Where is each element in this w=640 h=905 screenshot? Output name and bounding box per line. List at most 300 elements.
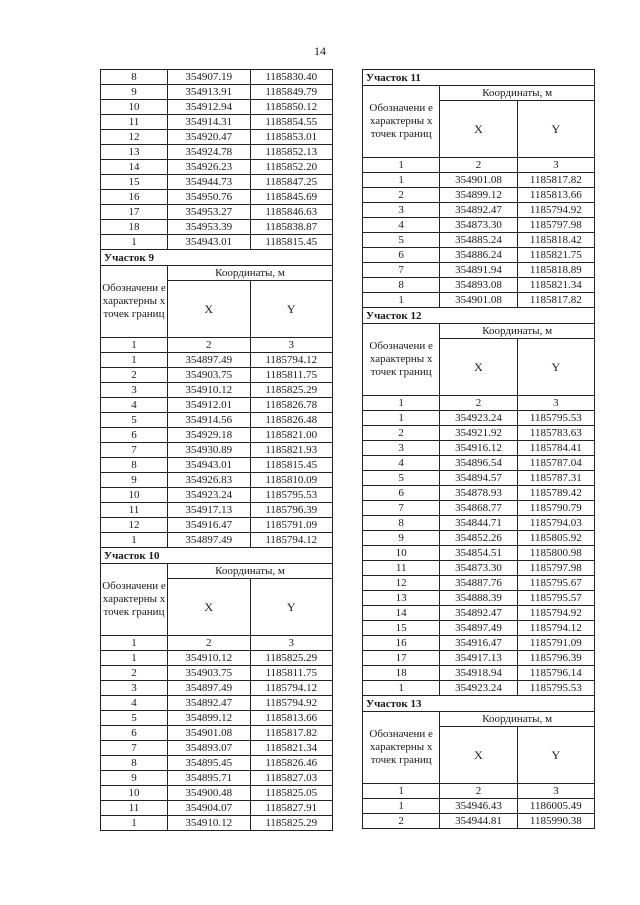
- column-number: 1: [101, 636, 168, 651]
- table-row: [101, 398, 333, 413]
- table-row: [101, 756, 333, 771]
- coord-y: 1185825.29: [250, 816, 333, 831]
- coord-y: 1185827.03: [250, 771, 333, 786]
- y-header: Y: [250, 579, 333, 636]
- table-row: [363, 591, 595, 606]
- table-row: [101, 145, 333, 160]
- points-header: Обозначени е характерны х точек границ: [363, 86, 440, 158]
- point-number: 1: [101, 816, 168, 831]
- table-row: [101, 368, 333, 383]
- column-number: 2: [440, 784, 517, 799]
- coord-y: 1185791.09: [250, 518, 333, 533]
- table-row: [101, 70, 333, 85]
- coord-x: 354910.12: [168, 383, 251, 398]
- point-number: 1: [101, 235, 168, 250]
- coord-y: 1185794.12: [517, 621, 594, 636]
- point-number: 14: [101, 160, 168, 175]
- point-number: 13: [363, 591, 440, 606]
- point-number: 8: [101, 458, 168, 473]
- coord-x: 354912.01: [168, 398, 251, 413]
- table-row: [101, 458, 333, 473]
- coord-y: 1185815.45: [250, 458, 333, 473]
- table-row: [101, 801, 333, 816]
- x-header: X: [168, 281, 251, 338]
- table-row: [363, 546, 595, 561]
- point-number: 9: [363, 531, 440, 546]
- coord-y: 1185796.39: [517, 651, 594, 666]
- coord-x: 354900.48: [168, 786, 251, 801]
- points-header: Обозначени е характерны х точек границ: [363, 324, 440, 396]
- section-title: Участок 12: [363, 308, 595, 324]
- coord-x: 354893.08: [440, 278, 517, 293]
- coord-x: 354910.12: [168, 651, 251, 666]
- column-number: 1: [101, 338, 168, 353]
- points-header: Обозначени е характерны х точек границ: [101, 266, 168, 338]
- coord-x: 354903.75: [168, 368, 251, 383]
- section-title: Участок 10: [101, 548, 333, 564]
- section-title: Участок 9: [101, 250, 333, 266]
- point-number: 8: [363, 278, 440, 293]
- coord-x: 354893.07: [168, 741, 251, 756]
- coordinates-header: Координаты, м: [168, 564, 333, 579]
- coord-x: 354926.23: [168, 160, 251, 175]
- table-row: [363, 486, 595, 501]
- point-number: 1: [363, 411, 440, 426]
- coord-y: 1185826.46: [250, 756, 333, 771]
- coord-y: 1185795.53: [250, 488, 333, 503]
- coord-x: 354944.73: [168, 175, 251, 190]
- coord-y: 1185826.48: [250, 413, 333, 428]
- point-number: 1: [363, 293, 440, 308]
- point-number: 10: [101, 786, 168, 801]
- table-row: [101, 353, 333, 368]
- table-row: [363, 263, 595, 278]
- coord-y: 1185813.66: [250, 711, 333, 726]
- coord-y: 1186005.49: [517, 799, 594, 814]
- coord-y: 1185853.01: [250, 130, 333, 145]
- x-header: X: [440, 101, 517, 158]
- coord-x: 354895.71: [168, 771, 251, 786]
- column-number: 2: [440, 396, 517, 411]
- point-number: 11: [101, 503, 168, 518]
- x-header: X: [440, 339, 517, 396]
- point-number: 1: [363, 681, 440, 696]
- point-number: 17: [363, 651, 440, 666]
- coordinates-header: Координаты, м: [168, 266, 333, 281]
- coord-y: 1185845.69: [250, 190, 333, 205]
- point-number: 11: [101, 115, 168, 130]
- point-number: 5: [101, 711, 168, 726]
- coord-x: 354892.47: [168, 696, 251, 711]
- coord-y: 1185805.92: [517, 531, 594, 546]
- section-title-row: [101, 548, 333, 564]
- coord-x: 354899.12: [440, 188, 517, 203]
- coord-x: 354923.24: [168, 488, 251, 503]
- coord-x: 354953.27: [168, 205, 251, 220]
- section-title-row: [363, 696, 595, 712]
- coordinates-header: Координаты, м: [440, 712, 595, 727]
- coord-y: 1185854.55: [250, 115, 333, 130]
- column-number: 3: [250, 636, 333, 651]
- point-number: 7: [101, 443, 168, 458]
- table-row: [363, 651, 595, 666]
- table-row: [101, 518, 333, 533]
- coord-x: 354903.75: [168, 666, 251, 681]
- coord-x: 354916.12: [440, 441, 517, 456]
- coord-y: 1185818.89: [517, 263, 594, 278]
- coord-y: 1185821.00: [250, 428, 333, 443]
- table-row: [101, 666, 333, 681]
- table-row: [101, 175, 333, 190]
- point-number: 3: [363, 203, 440, 218]
- point-number: 6: [101, 428, 168, 443]
- coord-y: 1185794.12: [250, 533, 333, 548]
- coord-y: 1185847.25: [250, 175, 333, 190]
- point-number: 16: [101, 190, 168, 205]
- coord-x: 354914.31: [168, 115, 251, 130]
- coord-y: 1185790.79: [517, 501, 594, 516]
- header-row: [363, 712, 595, 727]
- coord-y: 1185846.63: [250, 205, 333, 220]
- coord-x: 354878.93: [440, 486, 517, 501]
- point-number: 5: [363, 471, 440, 486]
- table-row: [363, 799, 595, 814]
- coord-y: 1185852.13: [250, 145, 333, 160]
- point-number: 2: [363, 188, 440, 203]
- point-number: 1: [101, 651, 168, 666]
- section-title: Участок 11: [363, 70, 595, 86]
- table-row: [101, 503, 333, 518]
- coord-x: 354887.76: [440, 576, 517, 591]
- point-number: 11: [363, 561, 440, 576]
- points-header: Обозначени е характерны х точек границ: [101, 564, 168, 636]
- coord-y: 1185990.38: [517, 814, 594, 829]
- header-row: [101, 564, 333, 579]
- coord-x: 354897.49: [168, 681, 251, 696]
- column-number-row: [101, 338, 333, 353]
- page-number: 14: [314, 44, 326, 58]
- coord-y: 1185784.41: [517, 441, 594, 456]
- y-header: Y: [517, 727, 594, 784]
- coord-y: 1185818.42: [517, 233, 594, 248]
- coord-y: 1185821.34: [517, 278, 594, 293]
- coord-x: 354944.81: [440, 814, 517, 829]
- coord-y: 1185787.31: [517, 471, 594, 486]
- coord-x: 354920.47: [168, 130, 251, 145]
- point-number: 18: [363, 666, 440, 681]
- coord-x: 354873.30: [440, 561, 517, 576]
- coord-y: 1185789.42: [517, 486, 594, 501]
- point-number: 2: [363, 814, 440, 829]
- table-row: [101, 130, 333, 145]
- coord-y: 1185850.12: [250, 100, 333, 115]
- point-number: 6: [363, 486, 440, 501]
- coord-x: 354892.47: [440, 203, 517, 218]
- column-number: 3: [517, 396, 594, 411]
- point-number: 1: [363, 173, 440, 188]
- coord-y: 1185826.78: [250, 398, 333, 413]
- table-row: [101, 115, 333, 130]
- column-number: 3: [517, 158, 594, 173]
- table-row: [363, 576, 595, 591]
- table-row: [363, 501, 595, 516]
- table-row: [363, 441, 595, 456]
- coord-x: 354854.51: [440, 546, 517, 561]
- point-number: 3: [363, 441, 440, 456]
- point-number: 7: [101, 741, 168, 756]
- coord-y: 1185783.63: [517, 426, 594, 441]
- coord-x: 354921.92: [440, 426, 517, 441]
- coord-y: 1185797.98: [517, 218, 594, 233]
- coord-y: 1185821.75: [517, 248, 594, 263]
- y-header: Y: [517, 339, 594, 396]
- coord-y: 1185817.82: [517, 173, 594, 188]
- table-row: [101, 205, 333, 220]
- coord-y: 1185811.75: [250, 368, 333, 383]
- coord-x: 354886.24: [440, 248, 517, 263]
- coord-x: 354913.91: [168, 85, 251, 100]
- coord-x: 354894.57: [440, 471, 517, 486]
- table-row: [101, 443, 333, 458]
- table-row: [101, 488, 333, 503]
- coord-x: 354852.26: [440, 531, 517, 546]
- table-row: [363, 516, 595, 531]
- right-column: [362, 69, 595, 829]
- point-number: 12: [363, 576, 440, 591]
- section-title: Участок 13: [363, 696, 595, 712]
- column-number-row: [101, 636, 333, 651]
- point-number: 15: [101, 175, 168, 190]
- header-row: [363, 86, 595, 101]
- point-number: 16: [363, 636, 440, 651]
- header-row: [363, 324, 595, 339]
- coord-y: 1185815.45: [250, 235, 333, 250]
- point-number: 1: [101, 353, 168, 368]
- table-row: [101, 533, 333, 548]
- point-number: 4: [101, 696, 168, 711]
- y-header: Y: [250, 281, 333, 338]
- point-number: 9: [101, 85, 168, 100]
- point-number: 4: [363, 456, 440, 471]
- point-number: 6: [363, 248, 440, 263]
- coord-x: 354868.77: [440, 501, 517, 516]
- point-number: 2: [363, 426, 440, 441]
- coord-y: 1185838.87: [250, 220, 333, 235]
- table-row: [101, 190, 333, 205]
- point-number: 10: [101, 488, 168, 503]
- coord-y: 1185800.98: [517, 546, 594, 561]
- table-row: [101, 741, 333, 756]
- table-row: [363, 456, 595, 471]
- column-number: 1: [363, 784, 440, 799]
- point-number: 1: [101, 533, 168, 548]
- table-row: [363, 278, 595, 293]
- table-row: [101, 771, 333, 786]
- point-number: 6: [101, 726, 168, 741]
- coord-x: 354904.07: [168, 801, 251, 816]
- coord-y: 1185795.53: [517, 411, 594, 426]
- column-number: 1: [363, 396, 440, 411]
- point-number: 10: [101, 100, 168, 115]
- table-row: [101, 786, 333, 801]
- coord-x: 354926.83: [168, 473, 251, 488]
- column-number: 3: [517, 784, 594, 799]
- coord-x: 354899.12: [168, 711, 251, 726]
- coord-y: 1185821.34: [250, 741, 333, 756]
- table-row: [363, 561, 595, 576]
- table-row: [363, 606, 595, 621]
- table-row: [363, 666, 595, 681]
- coord-x: 354918.94: [440, 666, 517, 681]
- coord-x: 354873.30: [440, 218, 517, 233]
- coordinates-table-left: [100, 69, 333, 831]
- coord-y: 1185810.09: [250, 473, 333, 488]
- point-number: 7: [363, 263, 440, 278]
- coord-y: 1185817.82: [250, 726, 333, 741]
- coord-x: 354895.45: [168, 756, 251, 771]
- coord-y: 1185825.29: [250, 383, 333, 398]
- point-number: 18: [101, 220, 168, 235]
- point-number: 2: [101, 368, 168, 383]
- coord-y: 1185811.75: [250, 666, 333, 681]
- table-row: [363, 203, 595, 218]
- point-number: 9: [101, 771, 168, 786]
- table-row: [101, 473, 333, 488]
- table-row: [363, 814, 595, 829]
- coord-y: 1185852.20: [250, 160, 333, 175]
- coord-y: 1185794.12: [250, 681, 333, 696]
- coord-x: 354897.49: [168, 533, 251, 548]
- coord-y: 1185796.14: [517, 666, 594, 681]
- table-row: [101, 651, 333, 666]
- coord-x: 354930.89: [168, 443, 251, 458]
- table-row: [363, 531, 595, 546]
- table-row: [101, 726, 333, 741]
- coord-y: 1185813.66: [517, 188, 594, 203]
- point-number: 8: [363, 516, 440, 531]
- table-row: [101, 413, 333, 428]
- coord-x: 354929.18: [168, 428, 251, 443]
- coord-y: 1185794.92: [517, 203, 594, 218]
- column-number: 2: [168, 338, 251, 353]
- coord-x: 354891.94: [440, 263, 517, 278]
- table-row: [363, 173, 595, 188]
- coord-y: 1185794.92: [250, 696, 333, 711]
- coord-x: 354844.71: [440, 516, 517, 531]
- coord-x: 354953.39: [168, 220, 251, 235]
- table-row: [101, 100, 333, 115]
- coord-y: 1185825.29: [250, 651, 333, 666]
- section-title-row: [101, 250, 333, 266]
- column-number: 2: [440, 158, 517, 173]
- table-row: [101, 220, 333, 235]
- table-row: [101, 681, 333, 696]
- point-number: 5: [101, 413, 168, 428]
- coord-y: 1185787.04: [517, 456, 594, 471]
- coord-x: 354924.78: [168, 145, 251, 160]
- coord-y: 1185794.03: [517, 516, 594, 531]
- point-number: 5: [363, 233, 440, 248]
- coord-x: 354912.94: [168, 100, 251, 115]
- table-row: [363, 471, 595, 486]
- table-row: [101, 816, 333, 831]
- coord-y: 1185849.79: [250, 85, 333, 100]
- coord-x: 354916.47: [168, 518, 251, 533]
- coord-x: 354943.01: [168, 235, 251, 250]
- coord-x: 354917.13: [168, 503, 251, 518]
- coord-x: 354897.49: [168, 353, 251, 368]
- coord-x: 354946.43: [440, 799, 517, 814]
- point-number: 12: [101, 518, 168, 533]
- table-row: [363, 248, 595, 263]
- column-number: 2: [168, 636, 251, 651]
- point-number: 7: [363, 501, 440, 516]
- section-title-row: [363, 70, 595, 86]
- point-number: 12: [101, 130, 168, 145]
- point-number: 2: [101, 666, 168, 681]
- coord-x: 354896.54: [440, 456, 517, 471]
- point-number: 13: [101, 145, 168, 160]
- coord-y: 1185825.05: [250, 786, 333, 801]
- x-header: X: [168, 579, 251, 636]
- table-row: [363, 188, 595, 203]
- column-number-row: [363, 784, 595, 799]
- point-number: 1: [363, 799, 440, 814]
- coord-x: 354901.08: [440, 173, 517, 188]
- coordinates-header: Координаты, м: [440, 324, 595, 339]
- coord-x: 354907.19: [168, 70, 251, 85]
- column-number: 3: [250, 338, 333, 353]
- point-number: 14: [363, 606, 440, 621]
- point-number: 8: [101, 756, 168, 771]
- column-number-row: [363, 158, 595, 173]
- y-header: Y: [517, 101, 594, 158]
- coord-y: 1185821.93: [250, 443, 333, 458]
- table-row: [101, 711, 333, 726]
- coord-x: 354892.47: [440, 606, 517, 621]
- table-row: [363, 426, 595, 441]
- column-number-row: [363, 396, 595, 411]
- header-row: [101, 266, 333, 281]
- left-column: [100, 69, 333, 831]
- table-row: [101, 428, 333, 443]
- coordinates-header: Координаты, м: [440, 86, 595, 101]
- points-header: Обозначени е характерны х точек границ: [363, 712, 440, 784]
- section-title-row: [363, 308, 595, 324]
- table-row: [363, 621, 595, 636]
- coord-x: 354923.24: [440, 681, 517, 696]
- table-row: [363, 293, 595, 308]
- coord-y: 1185827.91: [250, 801, 333, 816]
- coord-x: 354910.12: [168, 816, 251, 831]
- coord-y: 1185795.67: [517, 576, 594, 591]
- coord-y: 1185796.39: [250, 503, 333, 518]
- table-row: [363, 233, 595, 248]
- table-row: [363, 681, 595, 696]
- coord-x: 354885.24: [440, 233, 517, 248]
- coord-x: 354888.39: [440, 591, 517, 606]
- table-row: [101, 160, 333, 175]
- table-row: [101, 383, 333, 398]
- column-number: 1: [363, 158, 440, 173]
- coord-x: 354943.01: [168, 458, 251, 473]
- table-row: [363, 411, 595, 426]
- point-number: 4: [101, 398, 168, 413]
- point-number: 10: [363, 546, 440, 561]
- coord-y: 1185797.98: [517, 561, 594, 576]
- coord-x: 354897.49: [440, 621, 517, 636]
- point-number: 8: [101, 70, 168, 85]
